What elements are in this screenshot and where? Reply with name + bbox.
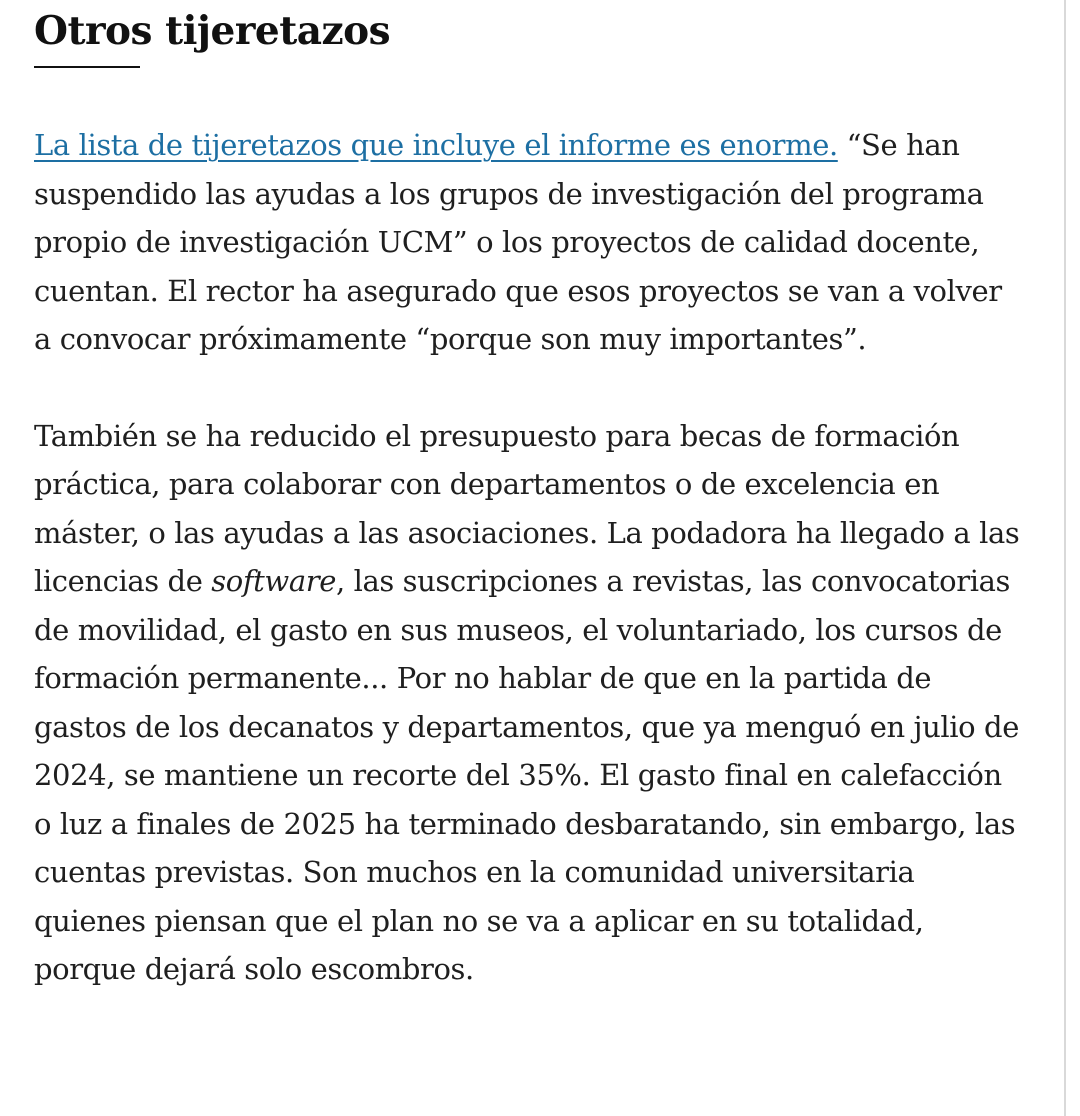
section-heading: Otros tijeretazos — [34, 8, 391, 54]
software-italic: software — [211, 564, 336, 598]
page-edge-divider — [1064, 0, 1066, 1116]
report-link[interactable]: La lista de tijeretazos que incluye el informe es enorme. — [34, 128, 838, 162]
paragraph-1-text: “Se han suspendido las ayudas a los grupos de investigación del programa propio de investigación UCM” o los proyectos de calidad docente, cuentan. El rector ha asegurado que esos proyectos se van a volver a convocar próximamente “porque son muy importantes”. — [34, 128, 1002, 356]
paragraph-2-text-end: , las suscripciones a revistas, las convocatorias de movilidad, el gasto en sus museos, el voluntariado, los cursos de formación permanente... Por no hablar de que en la partida de gastos de los decanatos y departamentos, que ya menguó en julio de 2024, se mantiene un recorte del 35%. El gasto final en calefacción o luz a finales de 2025 ha terminado desbaratando, sin embargo, las cuentas previstas. Son muchos en la comunidad universitaria quienes piensan que el plan no se va a aplicar en su totalidad, porque dejará solo escombros. — [34, 564, 1019, 986]
paragraph-budget-cuts — [34, 412, 1024, 994]
paragraph-cuts-list — [34, 121, 1024, 364]
heading-underline — [34, 66, 140, 68]
article-body — [34, 0, 1024, 994]
paragraph-2-text-start: También se ha reducido el presupuesto para becas de formación práctica, para colaborar con departamentos o de excelencia en máster, o las ayudas a las asociaciones. La podadora ha llegado a las licencias de — [34, 418, 1020, 598]
